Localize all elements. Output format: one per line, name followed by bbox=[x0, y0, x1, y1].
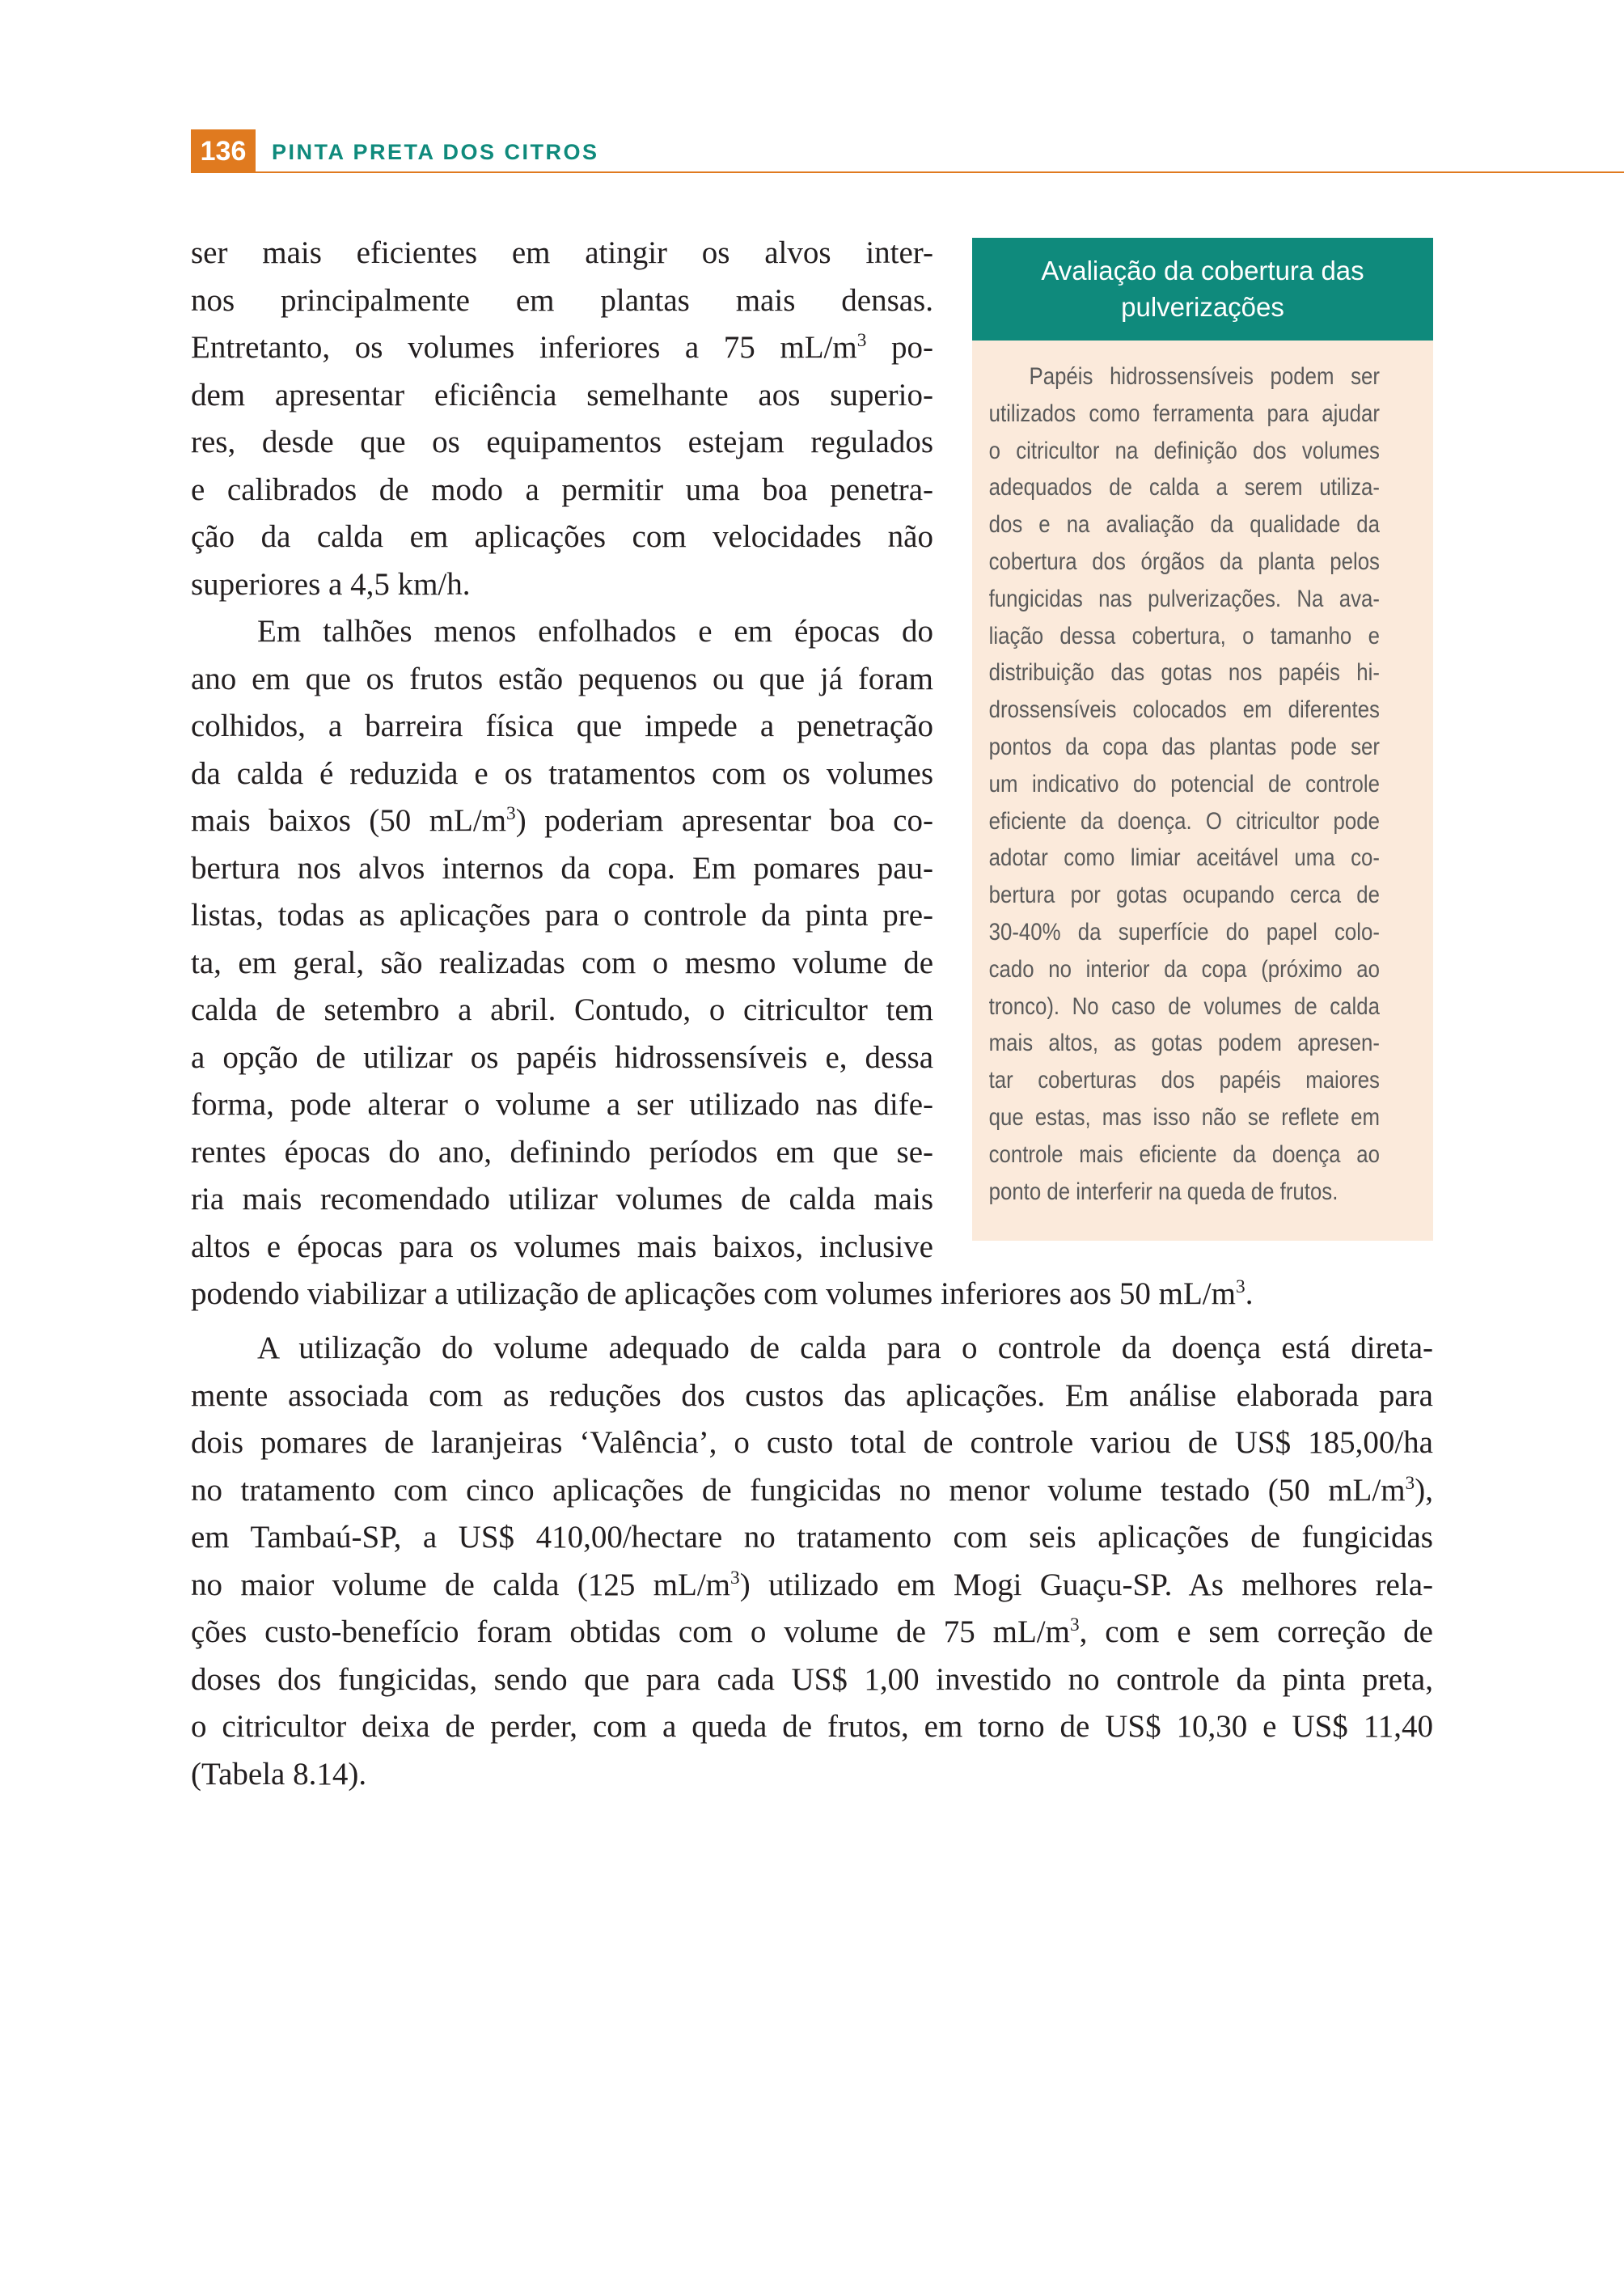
text-line: mente associada com as reduções dos custos das aplicações. Em análise elaborada para bbox=[191, 1377, 1433, 1413]
sidebar-title bbox=[972, 238, 1433, 341]
text-line: superiores a 4,5 km/h. bbox=[191, 566, 471, 602]
sidebar-line: adequados de calda a serem utiliza- bbox=[988, 474, 1380, 501]
text-line: (Tabela 8.14). bbox=[191, 1756, 367, 1792]
body-text-final-paragraph bbox=[191, 1325, 1433, 1798]
page-header bbox=[191, 129, 1624, 173]
sidebar-line: utilizados como ferramenta para ajudar bbox=[988, 400, 1380, 427]
text-line: e calibrados de modo a permitir uma boa penetra- bbox=[191, 472, 933, 507]
text-line: no tratamento com cinco aplicações de fungicidas no menor volume testado (50 $mL/m^3$), bbox=[191, 1472, 1433, 1508]
sidebar-title-line: pulverizações bbox=[1121, 292, 1284, 322]
sidebar-line: tar coberturas dos papéis maiores bbox=[988, 1067, 1380, 1094]
page-number: 136 bbox=[191, 129, 256, 171]
running-title: PINTA PRETA DOS CITROS bbox=[272, 140, 599, 164]
text-line: doses dos fungicidas, sendo que para cada US$ 1,00 investido no controle da pinta preta, bbox=[191, 1661, 1433, 1697]
sidebar-line: cado no interior da copa (próximo ao bbox=[988, 955, 1380, 983]
text-line: rentes épocas do ano, definindo períodos em que se- bbox=[191, 1134, 933, 1170]
sidebar-line: 30-40% da superfície do papel colo- bbox=[988, 918, 1380, 946]
body-text-left-column bbox=[191, 230, 933, 1271]
text-line: ser mais eficientes em atingir os alvos inter- bbox=[191, 235, 933, 270]
text-line: ta, em geral, são realizadas com o mesmo volume de bbox=[191, 945, 933, 980]
sidebar-line: fungicidas nas pulverizações. Na ava- bbox=[988, 585, 1380, 612]
body-text-full-width-line bbox=[191, 1271, 1433, 1318]
text-line: ria mais recomendado utilizar volumes de calda mais bbox=[191, 1182, 933, 1216]
sidebar-line: controle mais eficiente da doença ao bbox=[988, 1140, 1380, 1168]
text-line: mais baixos (50 $mL/m^3$) poderiam apresentar boa co- bbox=[191, 803, 933, 838]
text-line: ção da calda em aplicações com velocidades não bbox=[191, 519, 933, 554]
text-line: o citricultor deixa de perder, com a queda de frutos, em torno de US$ 10,30 e US$ 11,40 bbox=[191, 1709, 1433, 1744]
text-line: res, desde que os equipamentos estejam regulados bbox=[191, 425, 933, 459]
sidebar-box bbox=[972, 238, 1433, 1241]
text-line: forma, pode alterar o volume a ser utilizado nas dife- bbox=[191, 1087, 933, 1122]
sidebar-line: eficiente da doença. O citricultor pode bbox=[988, 807, 1380, 835]
sidebar-line: ponto de interferir na queda de frutos. bbox=[988, 1178, 1339, 1205]
text-line: a opção de utilizar os papéis hidrossensíveis e, dessa bbox=[191, 1039, 933, 1075]
text-line: da calda é reduzida e os tratamentos com os volumes bbox=[191, 755, 933, 791]
text-line: bertura nos alvos internos da copa. Em pomares pau- bbox=[191, 850, 933, 886]
text-line: ano em que os frutos estão pequenos ou que já foram bbox=[191, 661, 933, 696]
text-line: no maior volume de calda (125 $mL/m^3$) utilizado em Mogi Guaçu-SP. As melhores rela- bbox=[191, 1567, 1434, 1602]
text-line: Entretanto, os volumes inferiores a 75 $mL/m^3$ po- bbox=[191, 330, 933, 365]
text-line: Em talhões menos enfolhados e em épocas do bbox=[257, 614, 933, 649]
sidebar-body bbox=[972, 341, 1397, 1210]
text-line: nos principalmente em plantas mais densas. bbox=[191, 282, 933, 318]
sidebar-line: Papéis hidrossensíveis podem ser bbox=[1029, 363, 1380, 390]
text-line: listas, todas as aplicações para o controle da pinta pre- bbox=[191, 898, 933, 933]
sidebar-line: tronco). No caso de volumes de calda bbox=[988, 992, 1380, 1020]
text-line: calda de setembro a abril. Contudo, o citricultor tem bbox=[191, 992, 933, 1027]
text-line: dois pomares de laranjeiras ‘Valência’, o custo total de controle variou de US$ 185,00/ha bbox=[191, 1425, 1433, 1460]
text-line: altos e épocas para os volumes mais baixos, inclusive bbox=[191, 1229, 933, 1264]
sidebar-line: que estas, mas isso não se reflete em bbox=[988, 1103, 1380, 1131]
text-line: A utilização do volume adequado de calda para o controle da doença está direta- bbox=[257, 1331, 1433, 1365]
sidebar-line: bertura por gotas ocupando cerca de bbox=[988, 882, 1380, 909]
sidebar-line: drossensíveis colocados em diferentes bbox=[988, 696, 1380, 724]
sidebar-line: cobertura dos órgãos da planta pelos bbox=[988, 548, 1380, 575]
text-line: colhidos, a barreira física que impede a penetração bbox=[191, 709, 933, 743]
sidebar-line: liação dessa cobertura, o tamanho e bbox=[988, 622, 1380, 649]
text-line: ções custo-benefício foram obtidas com o volume de 75 $mL/m^3$, com e sem correção de bbox=[191, 1614, 1433, 1649]
text-line: podendo viabilizar a utilização de aplicações com volumes inferiores aos 50 $mL/m^3$. bbox=[191, 1276, 1254, 1311]
sidebar-line: distribuição das gotas nos papéis hi- bbox=[988, 659, 1380, 687]
sidebar-line: dos e na avaliação da qualidade da bbox=[988, 511, 1380, 539]
sidebar-line: o citricultor na definição dos volumes bbox=[988, 437, 1380, 464]
sidebar-line: um indicativo do potencial de controle bbox=[988, 770, 1380, 797]
sidebar-line: pontos da copa das plantas pode ser bbox=[988, 733, 1380, 760]
text-line: dem apresentar eficiência semelhante aos superio- bbox=[191, 377, 933, 412]
text-line: em Tambaú-SP, a US$ 410,00/hectare no tratamento com seis aplicações de fungicidas bbox=[191, 1520, 1433, 1555]
sidebar-title-line: Avaliação da cobertura das bbox=[1041, 256, 1364, 286]
sidebar-line: mais altos, as gotas podem apresen- bbox=[988, 1030, 1380, 1057]
sidebar-line: adotar como limiar aceitável uma co- bbox=[988, 844, 1380, 872]
